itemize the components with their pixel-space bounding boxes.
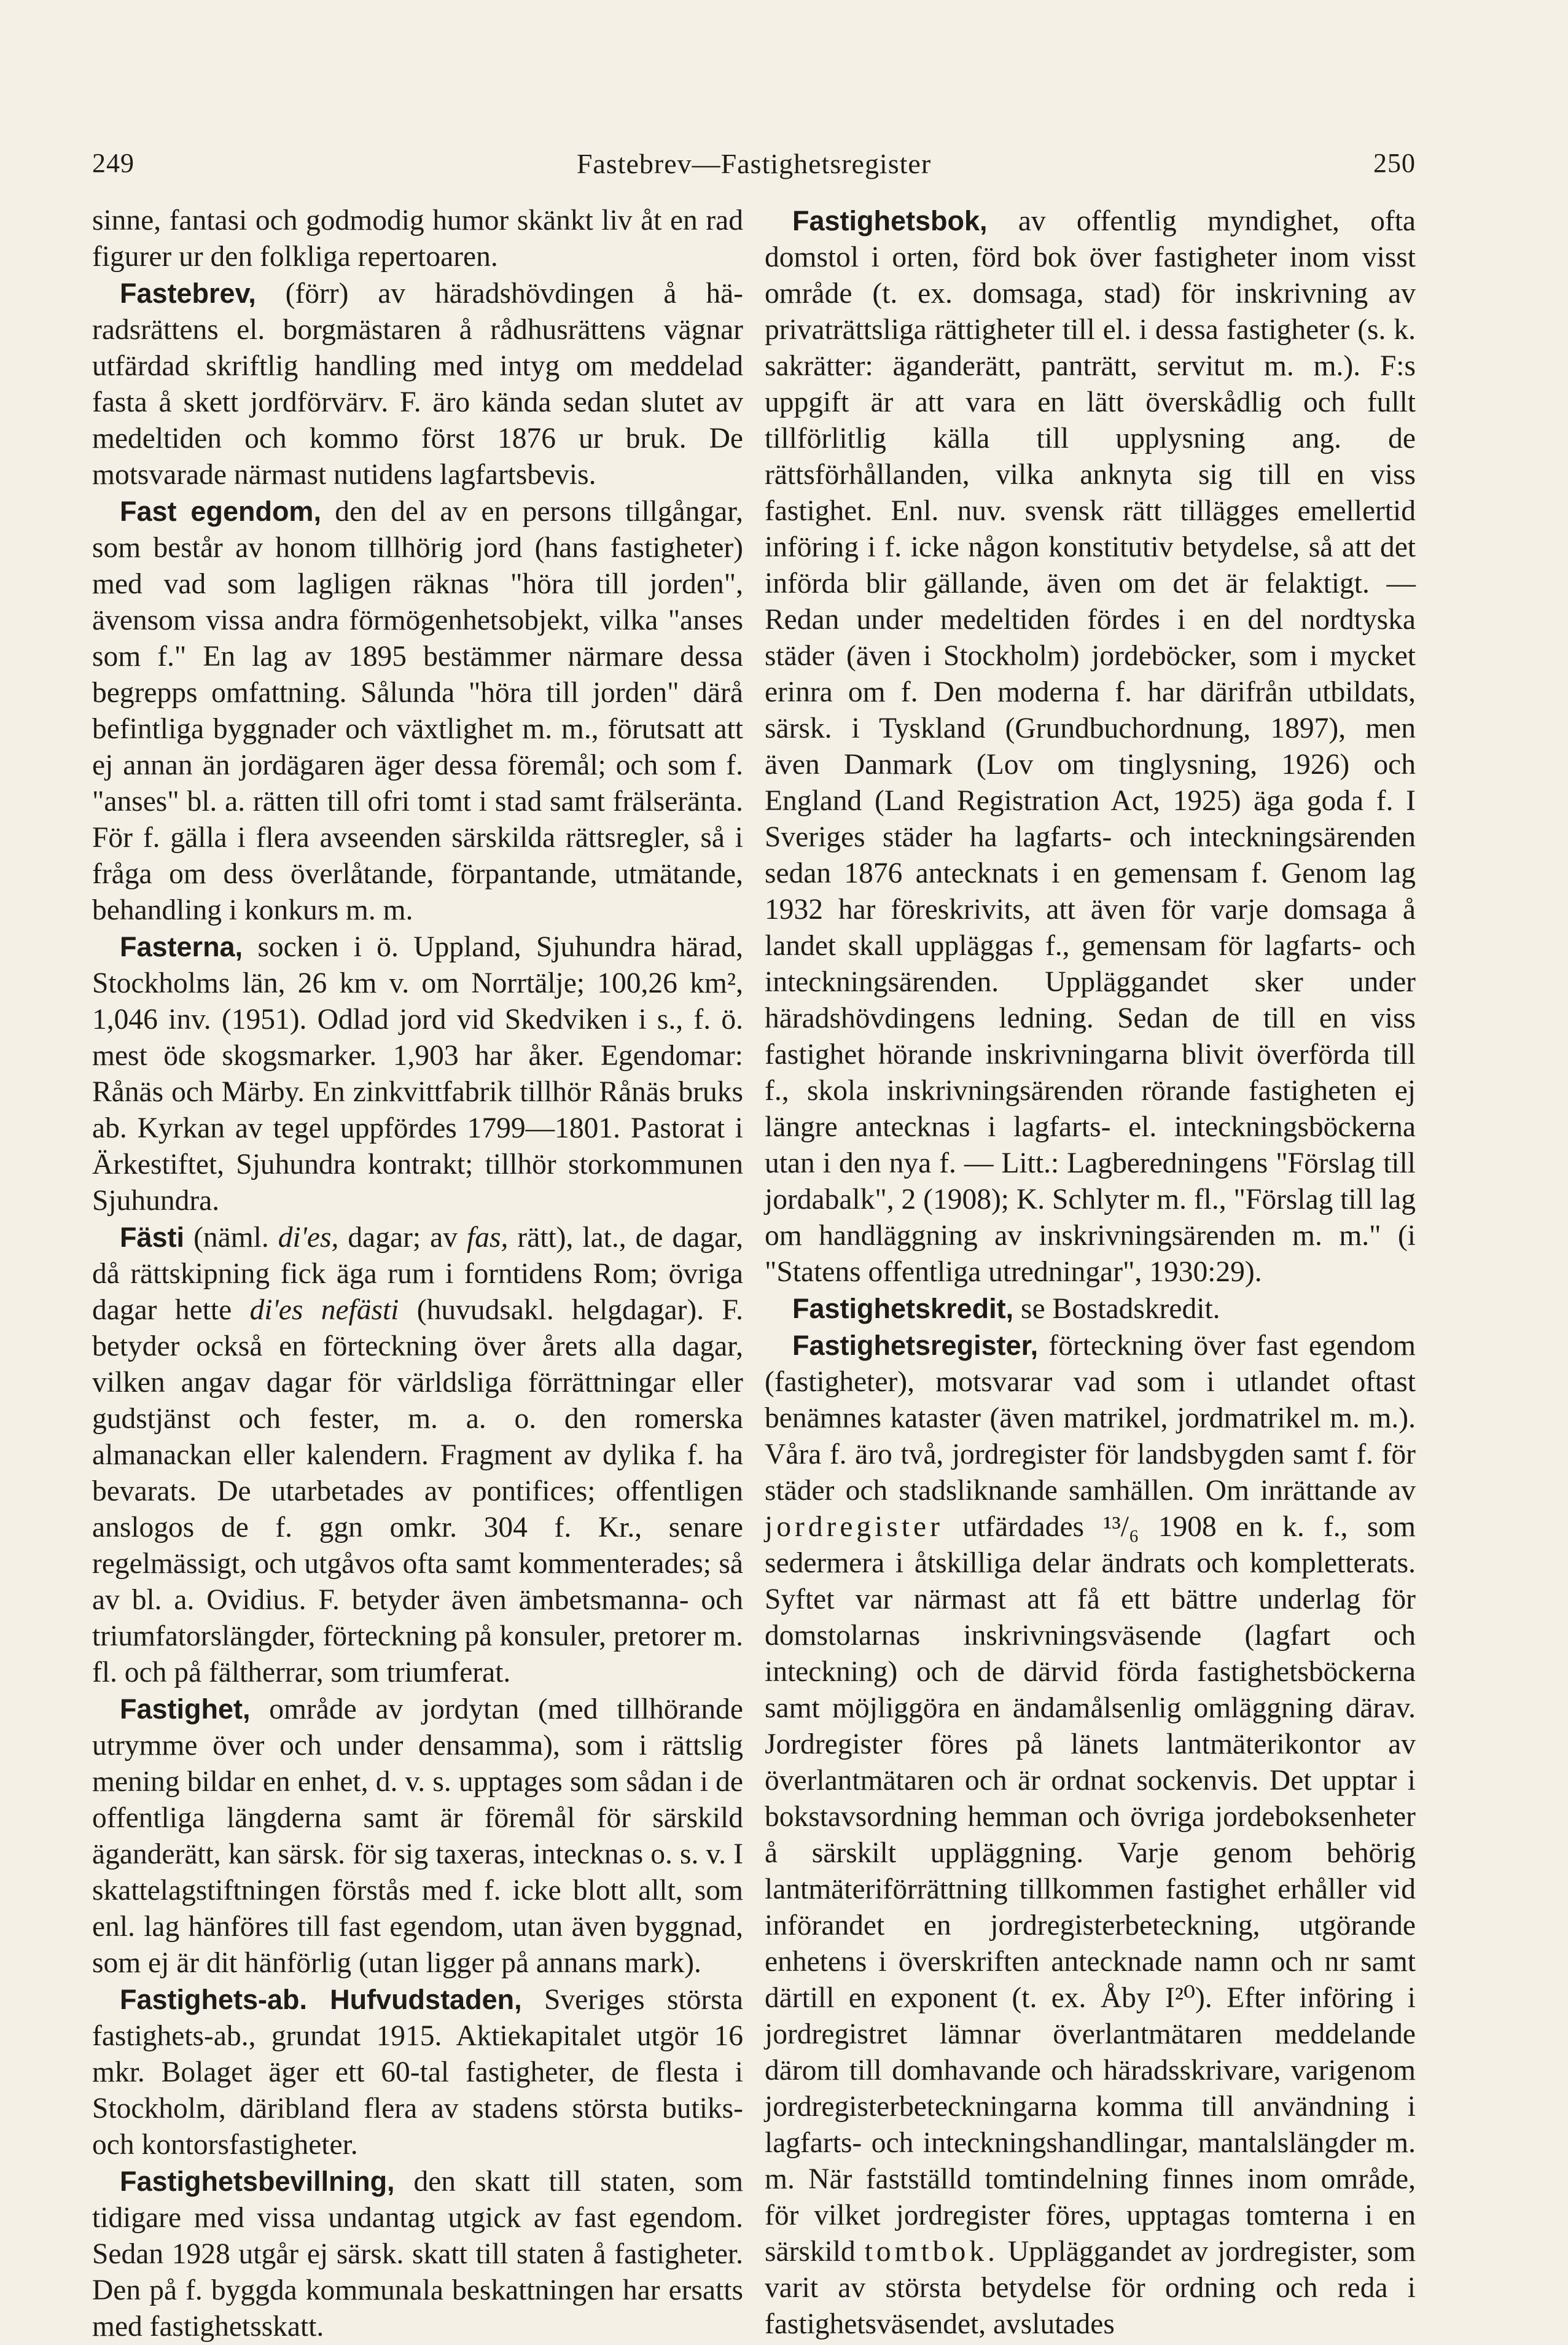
page-header [92, 147, 1416, 190]
entry-fast-egendom [92, 493, 743, 929]
entry-text: av offentlig myndighet, ofta domstol i orten, förd bok över fastigheter inom visst område (t. ex. domsaga, stad) för inskrivning av privaträttsliga rättigheter till el. i dessa fastigheter (s. k. sakrätter: äganderätt, panträtt, servitut m. m.). F:s uppgift är att vara en lätt överskådlig och fullt tillförlitlig källa till upplysning ang. de rättsförhållanden, vilka anknyta sig till en viss fastighet. Enl. nuv. svensk rätt tillägges emellertid införing i f. icke någon konstitutiv betydelse, så att det införda blir gällande, även om det är felaktigt. — Redan under medeltiden fördes i en del nordtyska städer (även i Stockholm) jordeböcker, som i mycket erinra om f. Den moderna f. har därifrån utbildats, särsk. i Tyskland (Grundbuchordnung, 1897), men även Danmark (Lov om tinglysning, 1926) och England (Land Registration Act, 1925) äga goda f. I Sveriges städer ha lagfarts- och inteckningsärenden sedan 1876 antecknats i en gemensam f. Genom lag 1932 har föreskrivits, att även för varje domsaga å landet skall uppläggas f., gemensam för lagfarts- och inteckningsärenden. Uppläggandet sker under häradshövdingens ledning. Sedan de till en viss fastighet hörande inskrivningarna blivit överförda till f., skola inskrivningsärenden rörande fastigheten ej längre antecknas i lagfarts- el. inteckningsböckerna utan i den nya f. — Litt.: Lagberedningens "Förslag till jordabalk", 2 (1908); K. Schlyter m. fl., "Förslag till lag om handläggning av inskrivningsärenden m. m." (i "Statens offentliga utredningar", 1930:29). [765, 205, 1416, 1288]
entry-fasti [92, 1219, 743, 1691]
headword: Fastighetsregister, [792, 1330, 1039, 1361]
entry-text: se Bostadskredit. [1013, 1293, 1220, 1325]
entry-fastighetsregister [765, 1327, 1416, 2343]
entry-continuation [92, 203, 743, 275]
entry-fastighetskredit [765, 1290, 1416, 1327]
headword: Fastighetsbevillning, [120, 2166, 395, 2197]
running-title: Fastebrev—Fastighetsregister [576, 148, 932, 179]
headword: Fastighetsbok, [792, 205, 988, 236]
entry-text: förteckning över fast egendom (fastigheter), motsvarar vad som i utlandet oftast benämnes kataster (även matrikel, jordmatrikel m. m.). Våra f. äro två, jordregister för landsbygden samt f. för städer och stadsliknande samhällen. Om inrättande av [765, 1330, 1416, 1507]
entry-text: utfärdades ¹³/₆ 1908 en k. f., som sedermera i åtskilliga delar ändrats och kompletterats. Syftet var närmast att få ett bättre underlag för domstolarnas inskrivningsväsende (lagfart och inteckning) och de därvid förda fastighetsböckerna samt möjliggöra en ändamålsenlig omläggning därav. Jordregister föres på länets lantmäterikontor av överlantmätaren och är ordnat sockenvis. Det upptar i bokstavsordning hemman och övriga jordeboksenheter å särskilt uppläggning. Varje genom behörig lantmäteriförrättning tillkommen fastighet erhåller vid införandet en jordregisterbeteckning, utgörande enhetens i överskriften antecknade namn och nr samt därtill en exponent (t. ex. Åby I²⁰). Efter införing i jordregistret lämnar överlantmätaren meddelande därom till domhavande och häradsskrivare, varigenom jordregisterbeteckningarna komma till användning i lagfarts- och inteckningshandlingar, mantalslängder m. m. När fastställd tomtindelning finnes inom område, för vilket jordregister föres, upptagas tomterna i en särskild [765, 1511, 1416, 2268]
headword: Fastighet, [120, 1693, 251, 1725]
entry-text: sinne, fantasi och godmodig humor skänkt liv åt en rad figurer ur den folkliga repertoaren. [92, 205, 743, 273]
entry-fastighet [92, 1691, 743, 1981]
right-page-number: 250 [1373, 148, 1416, 178]
entry-text: (huvudsakl. helgdagar). F. betyder också en förteckning över årets alla dagar, vilken angav dagar för världsliga förrättningar eller gudstjänst och fester, m. a. o. den romerska almanackan eller kalendern. Fragment av dylika f. ha bevarats. De utarbetades av pontifices; offentligen anslogos de f. ggn omkr. 304 f. Kr., senare regelmässigt, och utgåvos ofta samt kommenterades; så av bl. a. Ovidius. F. betyder även ämbetsmanna- och triumfatorslängder, förteckning på konsuler, pretorer m. fl. och på fältherrar, som triumferat. [92, 1294, 744, 1688]
right-column [765, 203, 1416, 2343]
entry-italic: di'es, [278, 1222, 339, 1254]
headword: Fastighets-ab. Hufvudstaden, [120, 1984, 522, 2015]
entry-text: den skatt till staten, som tidigare med vissa undantag utgick av fast egendom. Sedan 1928 utgår ej särsk. skatt till staten å fastigheter. Den på f. byggda kommunala beskattningen har ersatts med fastighetsskatt. [92, 2166, 743, 2343]
entry-text: Uppläggandet av jordregister, som varit av största betydelse för ordning och reda i fastighetsväsendet, avslutades [765, 2236, 1416, 2340]
headword: Fastebrev, [120, 278, 256, 309]
entry-italic: fas, [467, 1222, 509, 1254]
left-page-number: 249 [92, 148, 135, 178]
entry-text: rätt), lat., de dagar, då rättskipning fick äga rum i forntidens Rom; övriga dagar hette [92, 1222, 744, 1326]
entry-text: dagar; av [338, 1222, 467, 1254]
headword: Fast egendom, [120, 496, 321, 527]
entry-text: den del av en persons tillgångar, som består av honom tillhörig jord (hans fastigheter) med vad som lagligen räknas "höra till jorden", ävensom vissa andra förmögenhetsobjekt, vilka "anses som f." En lag av 1895 bestämmer närmare dessa begrepps omfattning. Sålunda "höra till jorden" därå befintliga byggnader och växtlighet m. m., förutsatt att ej annan än jordägaren äger dessa föremål; och som f. "anses" bl. a. rätten till ofri tomt i stad samt frälseränta. För f. gälla i flera avseenden särskilda rättsregler, så i fråga om dess överlåtande, förpantande, utmätande, behandling i konkurs m. m. [92, 496, 743, 926]
entry-text: område av jordytan (med tillhörande utrymme över och under densamma), som i rättslig mening bildar en enhet, d. v. s. upptages som sådan i de offentliga längderna samt är föremål för särskild äganderätt, kan särsk. för sig taxeras, intecknas o. s. v. I skattelagstiftningen förstås med f. icke blott allt, som enl. lag hänföres till fast egendom, utan även byggnad, som ej är dit hänförlig (utan ligger på annans mark). [92, 1693, 743, 1979]
headword: Fasterna, [120, 931, 243, 962]
entry-spaced-term: jordregister [765, 1511, 943, 1543]
entry-text: Sveriges största fastighets-ab., grundat 1915. Aktiekapitalet utgör 16 mkr. Bolaget äger ett 60-tal fastigheter, de flesta i Stockholm, däribland flera av stadens största butiks- och kontorsfastigheter. [92, 1984, 743, 2161]
entry-fasterna [92, 929, 743, 1219]
entry-spaced-term: tomtbok. [864, 2236, 999, 2268]
headword: Fastighetskredit, [792, 1293, 1014, 1324]
entry-text: (förr) av häradshövdingen å häradsrättens el. borgmästaren å rådhusrättens vägnar utfärdad skriftlig handling med intyg om meddelad fasta å skett jordförvärv. F. äro kända sedan slutet av medeltiden och kommo först 1876 ur bruk. De motsvarade närmast nutidens lagfartsbevis. [92, 278, 743, 491]
entry-text: socken i ö. Uppland, Sjuhundra härad, Stockholms län, 26 km v. om Norrtälje; 100,26 km², 1,046 inv. (1951). Odlad jord vid Skedviken i s., f. ö. mest öde skogsmarker. 1,903 har åker. Egendomar: Rånäs och Märby. En zinkvittfabrik tillhör Rånäs bruks ab. Kyrkan av tegel uppfördes 1799—1801. Pastorat i Ärkestiftet, Sjuhundra kontrakt; tillhör storkommunen Sjuhundra. [92, 931, 743, 1217]
headword: Fästi [120, 1222, 185, 1253]
left-column [92, 203, 743, 2345]
entry-fastebrev [92, 275, 743, 493]
entry-italic: di'es nefästi [249, 1294, 399, 1326]
entry-text: (näml. [184, 1222, 278, 1254]
entry-fastighetsbevillning [92, 2163, 743, 2345]
entry-fastighetsbok [765, 203, 1416, 1290]
entry-fastighets-ab [92, 1981, 743, 2163]
